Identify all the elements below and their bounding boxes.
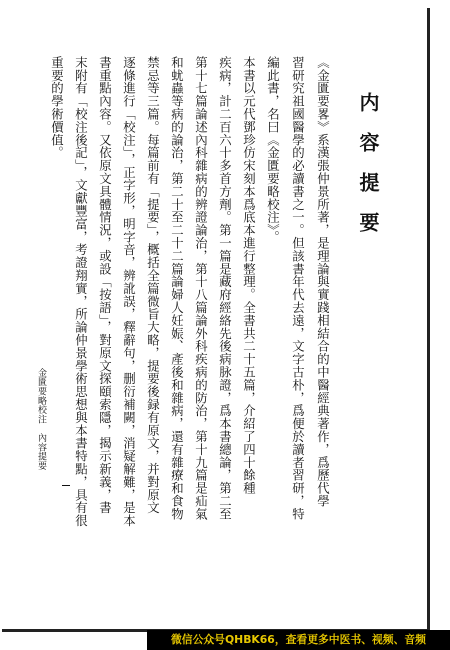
text-column-3: 編此書，名曰《金匱要略校注》。 [265,56,281,244]
page-title: 内容提要 [356,92,380,252]
text-column-10: 書重點內容。又依原文具體情況，或設「按語」，對原文探頤索隱，揭示新義，書 [97,56,113,515]
text-column-6: 第十七篇論述內科雜病的辨證論治，第十八篇論外科疾病的防治，第十九篇是疝氣 [193,56,209,521]
text-column-11: 末附有「校注後記」，文獻豐富，考證翔實，所論仲景學術思想與本書特點，具有很 [73,56,89,528]
text-column-2: 習研究祖國醫學的必讀書之一。但該書年代去遠，文字古朴，爲便於讀者習研，特 [290,56,306,521]
text-column-8: 禁忌等三篇。每篇前有「提要」，概括全篇微旨大略，提要後録有原文，并對原文 [145,56,161,515]
running-footer: 金匱要略校注 內容提要 [36,368,46,471]
text-column-5: 疾病，計二百六十多首方劑。第一篇是藏府經絡先後病脉證，爲本書總論，第二至 [217,56,233,521]
watermark-banner: 微信公众号QHBK66，查看更多中医书、视频、音频 [147,630,450,650]
text-column-9: 逐條進行「校注」，正字形，明字音，辨訛誤，釋辭句，删衍補闕，消疑解難，是本 [121,56,137,528]
text-column-12: 重要的學術價值。 [49,56,65,160]
text-column-1: 《金匱要畧》系漢張仲景所著，是理論與實踐相結合的中醫經典著作，爲歷代學 [315,56,331,508]
page-number [62,485,70,486]
text-column-7: 和蚘蟲等病的論治，第二十至二十二篇論婦人妊娠、產後和雜病，還有雜療和食物 [169,56,185,521]
text-column-4: 本書以元代鄧珍仿宋刻本爲底本進行整理。全書共二十五篇，介紹了四十餘種 [241,56,257,495]
